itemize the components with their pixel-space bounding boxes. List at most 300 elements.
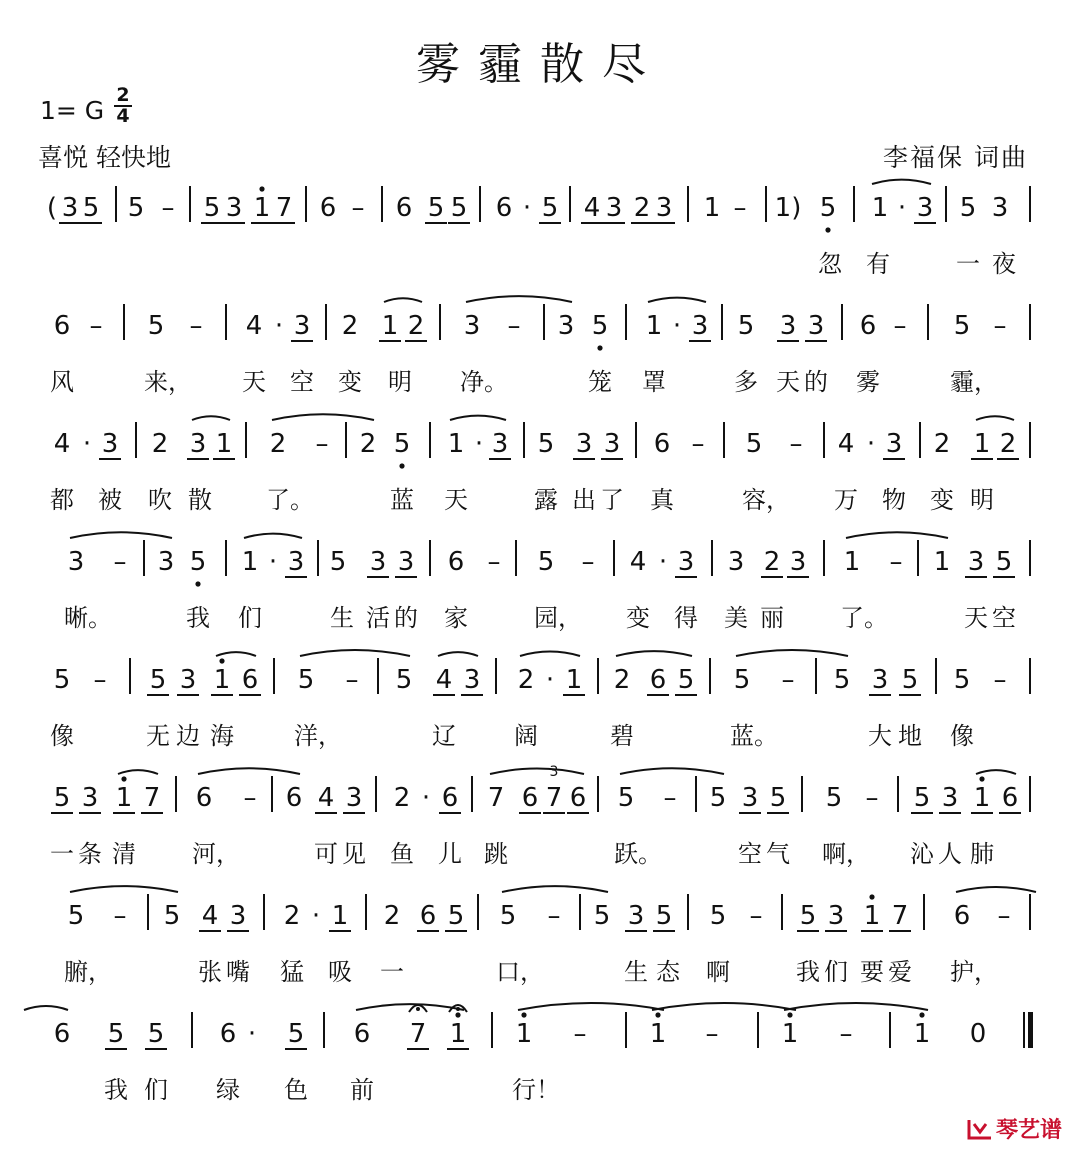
lyric-syllable: 霾， (950, 368, 998, 396)
lyric-syllable: 大 (868, 722, 892, 750)
dash-extend: – (663, 783, 677, 813)
note: 3 (369, 547, 387, 577)
system-6 (50, 764, 1030, 868)
lyric-syllable: 腑， (64, 958, 112, 986)
lyric-syllable: 条 (78, 840, 102, 868)
slur (466, 296, 572, 302)
dash-extend: – (993, 665, 1007, 695)
lyric-syllable: 雾 (856, 368, 880, 396)
note: 1 (973, 783, 991, 813)
slur (648, 298, 706, 302)
note: 3 (871, 665, 889, 695)
note: 3 (827, 901, 845, 931)
note: 3 (491, 429, 509, 459)
note: 6 (569, 783, 587, 813)
dash-extend: – (573, 1019, 587, 1049)
lyric-syllable: 万 (834, 486, 858, 514)
dash-extend: – (781, 665, 795, 695)
dot-augment: · (672, 311, 682, 341)
note: 5 (499, 901, 517, 931)
note: 3 (189, 429, 207, 459)
lyric-syllable: 有 (866, 250, 890, 278)
note: 5 (189, 547, 207, 577)
dash-extend: – (345, 665, 359, 695)
note: 5 (147, 311, 165, 341)
note: 2 (517, 665, 535, 695)
lyric-syllable: 们 (824, 958, 848, 986)
note: 5 (825, 783, 843, 813)
dash-extend: – (581, 547, 595, 577)
lyric-syllable: 净。 (460, 368, 508, 396)
note: 3 (605, 193, 623, 223)
note: 3 (287, 547, 305, 577)
note: 1 (933, 547, 951, 577)
note: 7 (143, 783, 161, 813)
note: 4 (53, 429, 71, 459)
note: 4 (201, 901, 219, 931)
watermark-logo (967, 1113, 1062, 1144)
note: 5 (677, 665, 695, 695)
note: 7 (545, 783, 563, 813)
key-signature: 1= G (40, 96, 105, 125)
slur (198, 768, 300, 774)
dash-extend: – (487, 547, 501, 577)
lyric-syllable: 色 (284, 1076, 308, 1104)
fermata-dot (416, 1007, 420, 1011)
note: 1 (863, 901, 881, 931)
slur (490, 769, 584, 774)
note: 3 (225, 193, 243, 223)
note: 6 (649, 665, 667, 695)
note: 5 (53, 665, 71, 695)
lyric-syllable: 得 (674, 604, 698, 632)
lyric-syllable: 的 (804, 368, 828, 396)
lyric-syllable: 我 (104, 1076, 128, 1104)
note: 5 (53, 783, 71, 813)
dot-augment: · (274, 311, 284, 341)
lyric-syllable: 护， (950, 958, 998, 986)
dash-extend: – (997, 901, 1011, 931)
note: 5 (709, 783, 727, 813)
slur (616, 651, 692, 656)
dash-extend: – (893, 311, 907, 341)
note: 6 (953, 901, 971, 931)
lyric-syllable: 鱼 (390, 840, 414, 868)
lyric-syllable: 吹 (148, 486, 172, 514)
time-signature-bottom: 4 (116, 105, 130, 127)
note: 5 (427, 193, 445, 223)
slur (272, 414, 374, 420)
dot-augment: · (522, 193, 532, 223)
lyric-syllable: 可 (314, 840, 338, 868)
lyric-syllable: 天 (776, 368, 800, 396)
note: 2 (763, 547, 781, 577)
slur (956, 887, 1036, 892)
dash-extend: – (749, 901, 763, 931)
note: 3 (967, 547, 985, 577)
note: 5 (591, 311, 609, 341)
lyric-syllable: 空 (738, 840, 762, 868)
note: 5 (655, 901, 673, 931)
slur (976, 770, 1016, 774)
note: 1 (253, 193, 271, 223)
lyric-syllable: 蓝。 (730, 722, 778, 750)
slur (736, 650, 848, 656)
lyric-syllable: 变 (626, 604, 650, 632)
note: 3 (229, 901, 247, 931)
slur (438, 652, 478, 656)
note: 3 (603, 429, 621, 459)
note: 2 (269, 429, 287, 459)
dot-augment: · (268, 547, 278, 577)
composer-credit: 李福保 词曲 (883, 143, 1028, 172)
note: 1 (565, 665, 583, 695)
lyric-syllable: 要 (860, 958, 884, 986)
low-octave-dot (195, 581, 200, 586)
note: 3 (67, 547, 85, 577)
dash-extend: – (507, 311, 521, 341)
lyric-syllable: 空 (290, 368, 314, 396)
note: 3 (916, 193, 934, 223)
note: 5 (953, 311, 971, 341)
note: 5 (537, 429, 555, 459)
slur (450, 416, 506, 420)
lyric-syllable: 无 (146, 722, 170, 750)
note: 5 (913, 783, 931, 813)
note: 6 (285, 783, 303, 813)
note: 5 (82, 193, 100, 223)
note: 1 (241, 547, 259, 577)
dot-augment: · (311, 901, 321, 931)
note: 2 (359, 429, 377, 459)
note: 1 (913, 1019, 931, 1049)
slur (976, 416, 1014, 420)
lyric-syllable: 辽 (432, 722, 456, 750)
note: 3 (691, 311, 709, 341)
lyric-syllable: 我 (796, 958, 820, 986)
note: 7 (275, 193, 293, 223)
note: 2 (933, 429, 951, 459)
lyric-syllable: 猛 (280, 958, 304, 986)
lyric-syllable: 啊 (706, 958, 730, 986)
lyric-syllable: 跃。 (614, 840, 662, 868)
dash-extend: – (89, 311, 103, 341)
note: 1 (703, 193, 721, 223)
note: 3 (779, 311, 797, 341)
note: 1 (973, 429, 991, 459)
lyric-syllable: 碧 (610, 722, 634, 750)
high-octave-dot (787, 1012, 792, 1017)
lyric-syllable: 儿 (438, 840, 462, 868)
note: 7 (891, 901, 909, 931)
slur (70, 532, 172, 538)
slur (502, 886, 608, 892)
note: 5 (901, 665, 919, 695)
lyric-syllable: 一 (50, 840, 74, 868)
note: 5 (617, 783, 635, 813)
lyric-syllable: 们 (144, 1076, 168, 1104)
note: 6 (653, 429, 671, 459)
note: 6 (1001, 783, 1019, 813)
low-octave-dot (399, 463, 404, 468)
lyric-syllable: 口， (496, 958, 544, 986)
lyric-syllable: 天 (444, 486, 468, 514)
note: 1 (649, 1019, 667, 1049)
high-octave-dot (655, 1012, 660, 1017)
note: 3 (575, 429, 593, 459)
low-octave-dot (597, 345, 602, 350)
system-5 (50, 650, 1030, 750)
lyric-syllable: 们 (238, 604, 262, 632)
note: 5 (799, 901, 817, 931)
note: 5 (833, 665, 851, 695)
high-octave-dot (121, 776, 126, 781)
note: 5 (593, 901, 611, 931)
lyric-syllable: 海 (210, 722, 234, 750)
note: 5 (447, 901, 465, 931)
note: 5 (737, 311, 755, 341)
note: 1 (515, 1019, 533, 1049)
lyric-syllable: 露 (534, 486, 558, 514)
lyric-syllable: 都 (50, 486, 74, 514)
lyric-syllable: 像 (50, 722, 74, 750)
note: ( (46, 193, 58, 223)
note: 5 (127, 193, 145, 223)
lyric-syllable: 河， (192, 840, 240, 868)
note: 6 (441, 783, 459, 813)
note: 4 (245, 311, 263, 341)
lyric-syllable: 我 (186, 604, 210, 632)
system-8 (24, 1003, 1033, 1104)
note: 1 (449, 1019, 467, 1049)
lyric-syllable: 爱 (888, 958, 912, 986)
note: 5 (953, 665, 971, 695)
lyric-syllable: 前 (350, 1076, 374, 1104)
lyric-syllable: 园， (534, 604, 582, 632)
dash-extend: – (839, 1019, 853, 1049)
lyric-syllable: 绿 (216, 1076, 240, 1104)
dot-augment: · (897, 193, 907, 223)
note: 5 (393, 429, 411, 459)
lyric-syllable: 嘴 (226, 958, 250, 986)
note: 7 (487, 783, 505, 813)
note: 3 (885, 429, 903, 459)
lyric-syllable: 了。 (266, 486, 314, 514)
lyric-syllable: 罩 (642, 368, 666, 396)
lyric-syllable: 蓝 (390, 486, 414, 514)
dash-extend: – (113, 901, 127, 931)
note: 2 (633, 193, 651, 223)
lyric-syllable: 生 (624, 958, 648, 986)
note: 3 (179, 665, 197, 695)
keyboard-logo-icon (967, 1118, 993, 1140)
dot-augment: · (658, 547, 668, 577)
high-octave-dot (219, 658, 224, 663)
note: 5 (287, 1019, 305, 1049)
note: 5 (450, 193, 468, 223)
note: 3 (81, 783, 99, 813)
note: 5 (769, 783, 787, 813)
lyric-syllable: 明 (970, 486, 994, 514)
note: 6 (319, 193, 337, 223)
dot-augment: · (421, 783, 431, 813)
dash-extend: – (161, 193, 175, 223)
dash-extend: – (351, 193, 365, 223)
note: 1 (645, 311, 663, 341)
note: 1 (215, 429, 233, 459)
lyric-syllable: 生 (330, 604, 354, 632)
slur (784, 1003, 928, 1010)
dot-augment: · (545, 665, 555, 695)
note: 2 (341, 311, 359, 341)
high-octave-dot (979, 776, 984, 781)
note: 3 (61, 193, 79, 223)
lyric-syllable: 散 (188, 486, 212, 514)
lyric-syllable: 洋， (294, 722, 342, 750)
note: 1 (213, 665, 231, 695)
note: 3 (463, 665, 481, 695)
note: 3 (463, 311, 481, 341)
dot-augment: · (247, 1019, 257, 1049)
slur (520, 652, 580, 656)
lyric-syllable: 风 (50, 368, 74, 396)
time-signature-top: 2 (116, 84, 130, 106)
note: 5 (67, 901, 85, 931)
system-4 (64, 532, 1030, 632)
slur (518, 1003, 664, 1010)
note: 1 (843, 547, 861, 577)
dot-augment: · (474, 429, 484, 459)
note: 7 (409, 1019, 427, 1049)
dash-extend: – (705, 1019, 719, 1049)
lyric-syllable: 清 (112, 840, 136, 868)
lyric-syllable: 一 (380, 958, 404, 986)
note: 5 (995, 547, 1013, 577)
system-2 (50, 296, 1030, 396)
lyric-syllable: 丽 (760, 604, 784, 632)
note: 3 (727, 547, 745, 577)
note: 3 (627, 901, 645, 931)
final-barline (1028, 1012, 1033, 1048)
lyric-syllable: 行！ (512, 1076, 560, 1104)
lyric-syllable: 态 (656, 958, 680, 986)
note: 6 (195, 783, 213, 813)
song-title: 雾霾散尽 (416, 39, 664, 90)
dot-augment: · (866, 429, 876, 459)
dash-extend: – (789, 429, 803, 459)
note: 6 (859, 311, 877, 341)
slur (24, 1006, 68, 1010)
note: 3 (741, 783, 759, 813)
lyric-syllable: 夜 (992, 250, 1016, 278)
lyric-syllable: 多 (734, 368, 758, 396)
system-3 (50, 414, 1030, 514)
note: 3 (807, 311, 825, 341)
slur (652, 1003, 796, 1010)
lyric-syllable: 见 (342, 840, 366, 868)
note: 5 (107, 1019, 125, 1049)
note: 5 (329, 547, 347, 577)
slur (872, 180, 931, 184)
note: 2 (393, 783, 411, 813)
note: 3 (655, 193, 673, 223)
dash-extend: – (93, 665, 107, 695)
note: 5 (297, 665, 315, 695)
lyric-syllable: 忽 (818, 250, 842, 278)
system-7 (64, 886, 1036, 986)
high-octave-dot (869, 894, 874, 899)
dash-extend: – (113, 547, 127, 577)
slur (216, 652, 256, 656)
slur (846, 532, 948, 538)
note: 3 (789, 547, 807, 577)
note: 3 (293, 311, 311, 341)
dash-extend: – (691, 429, 705, 459)
lyric-syllable: 美 (724, 604, 748, 632)
lyric-syllable: 肺 (970, 840, 994, 868)
slur (244, 534, 302, 538)
lyric-syllable: 变 (930, 486, 954, 514)
note: 6 (353, 1019, 371, 1049)
note: 6 (447, 547, 465, 577)
low-octave-dot (825, 227, 830, 232)
lyric-syllable: 来， (144, 368, 192, 396)
lyric-syllable: 容， (742, 486, 790, 514)
lyric-syllable: 啊， (822, 840, 870, 868)
note: 6 (521, 783, 539, 813)
slur (620, 768, 724, 774)
slur (70, 886, 178, 892)
dash-extend: – (865, 783, 879, 813)
note: 5 (959, 193, 977, 223)
note: 1 (115, 783, 133, 813)
lyric-syllable: 跳 (484, 840, 508, 868)
dash-extend: – (993, 311, 1007, 341)
lyric-syllable: 像 (950, 722, 974, 750)
high-octave-dot (455, 1012, 460, 1017)
lyric-syllable: 沁 (910, 840, 934, 868)
note: 4 (435, 665, 453, 695)
lyric-syllable: 一 (956, 250, 980, 278)
lyric-syllable: 家 (444, 604, 468, 632)
note: 6 (53, 1019, 71, 1049)
lyric-syllable: 变 (338, 368, 362, 396)
lyric-syllable: 气 (766, 840, 790, 868)
note: 5 (541, 193, 559, 223)
note: 5 (745, 429, 763, 459)
note: 4 (629, 547, 647, 577)
lyric-syllable: 真 (650, 486, 674, 514)
high-octave-dot (259, 186, 264, 191)
lyric-syllable: 人 (938, 840, 962, 868)
note: 1 (331, 901, 349, 931)
lyric-syllable: 了 (600, 486, 624, 514)
note: 4 (317, 783, 335, 813)
note: 5 (819, 193, 837, 223)
note: 1) (774, 193, 802, 223)
note: 3 (677, 547, 695, 577)
dash-extend: – (189, 311, 203, 341)
note: 6 (419, 901, 437, 931)
note: 0 (969, 1019, 987, 1049)
lyric-syllable: 活 (366, 604, 390, 632)
note: 3 (157, 547, 175, 577)
note: 2 (383, 901, 401, 931)
dash-extend: – (733, 193, 747, 223)
triplet-label: 3 (549, 764, 559, 780)
note: 6 (241, 665, 259, 695)
slur (384, 298, 422, 302)
